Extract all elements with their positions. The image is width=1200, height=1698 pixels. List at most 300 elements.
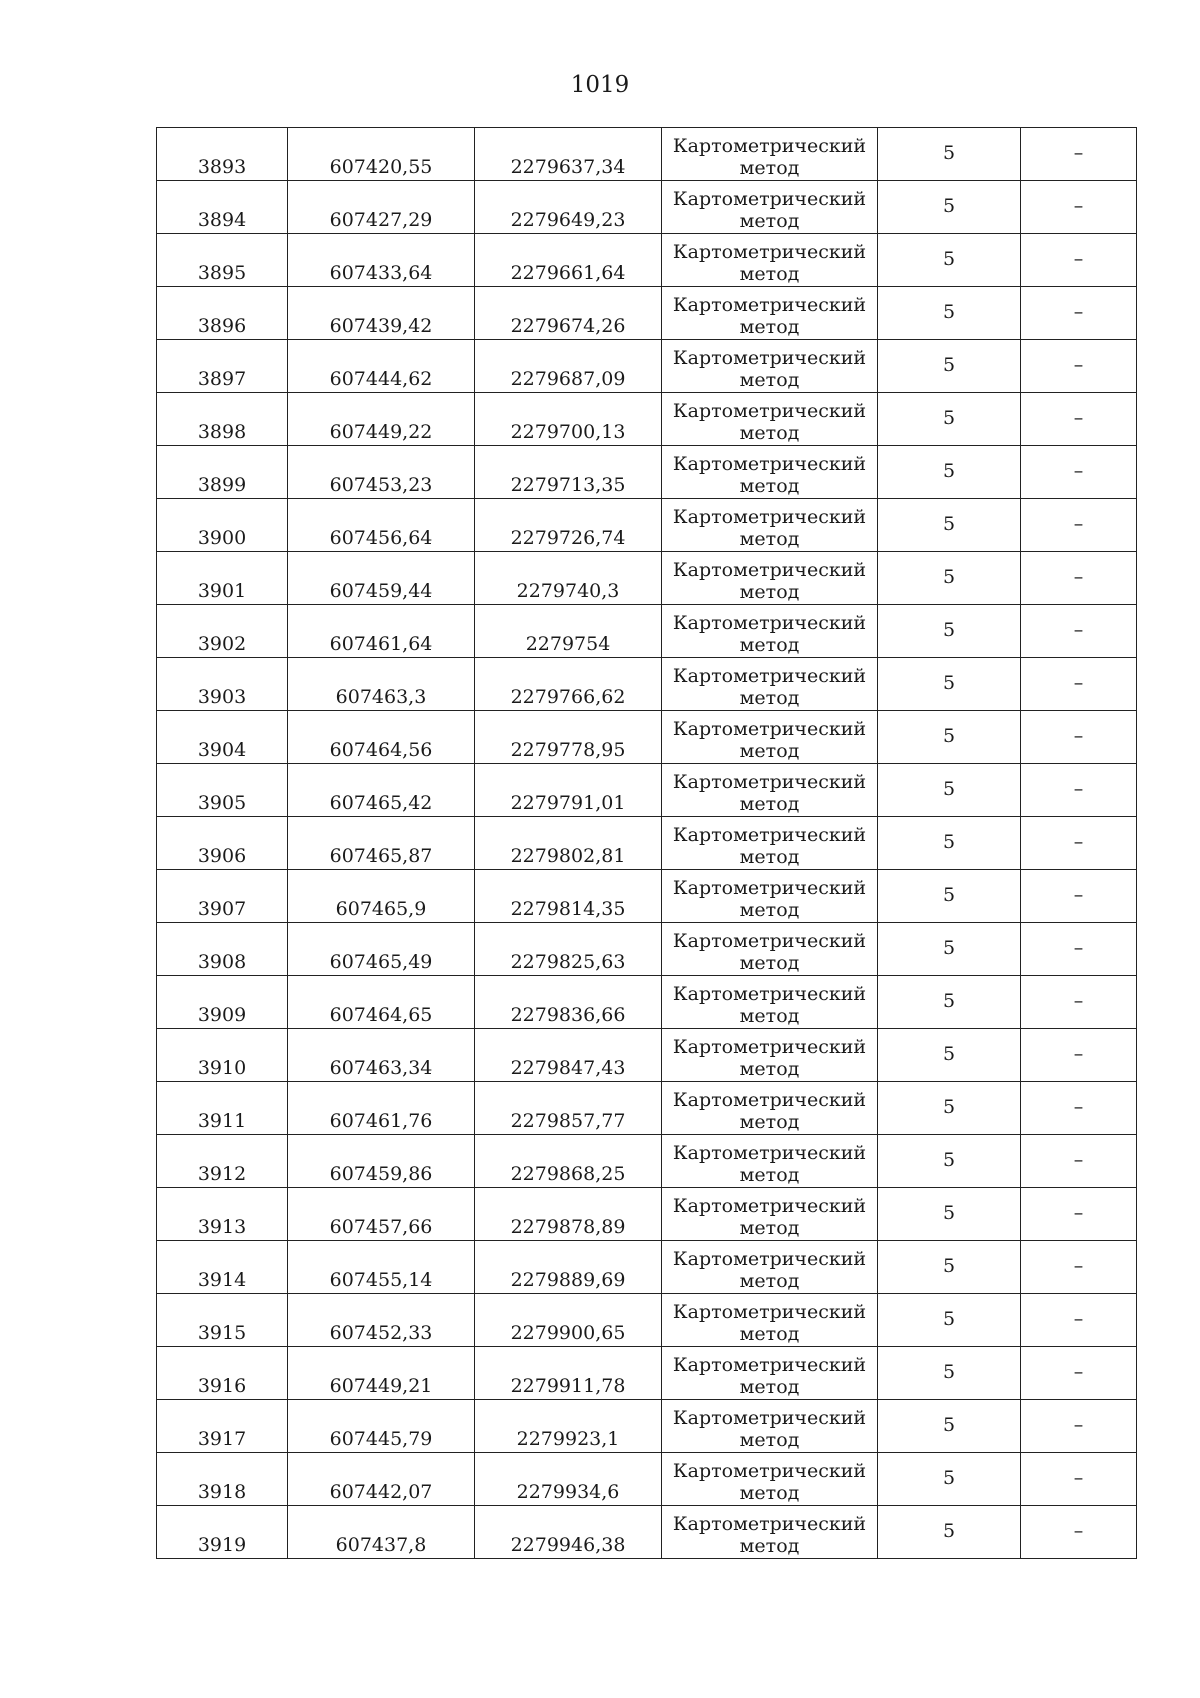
- note-cell: [1021, 1506, 1137, 1559]
- method-line-1: Картометрический: [672, 400, 867, 423]
- point-number: 3901: [197, 580, 247, 603]
- accuracy-cell: [878, 1506, 1021, 1559]
- x-coordinate: 607453,23: [329, 474, 433, 497]
- point-number-cell: [157, 1347, 288, 1400]
- y-coordinate-cell: [475, 1135, 662, 1188]
- method-line-2: метод: [739, 793, 800, 816]
- accuracy-value: 5: [942, 725, 956, 748]
- table-row: [157, 287, 1137, 340]
- x-coordinate-cell: [288, 1029, 475, 1082]
- x-coordinate: 607456,64: [329, 527, 433, 550]
- table-row: [157, 1029, 1137, 1082]
- method-line-1: Картометрический: [672, 453, 867, 476]
- note-value: –: [1073, 513, 1084, 536]
- accuracy-value: 5: [942, 1149, 956, 1172]
- x-coordinate: 607452,33: [329, 1322, 433, 1345]
- note-value: –: [1073, 672, 1084, 695]
- method-cell: [662, 764, 878, 817]
- y-coordinate: 2279946,38: [510, 1534, 626, 1557]
- point-number: 3903: [197, 686, 247, 709]
- point-number-cell: [157, 393, 288, 446]
- x-coordinate: 607442,07: [329, 1481, 433, 1504]
- note-cell: [1021, 1294, 1137, 1347]
- method-cell: [662, 976, 878, 1029]
- y-coordinate-cell: [475, 340, 662, 393]
- method-line-2: метод: [739, 157, 800, 180]
- table-row: [157, 1453, 1137, 1506]
- method-cell: [662, 605, 878, 658]
- y-coordinate: 2279814,35: [510, 898, 626, 921]
- y-coordinate-cell: [475, 287, 662, 340]
- note-value: –: [1073, 990, 1084, 1013]
- method-line-1: Картометрический: [672, 241, 867, 264]
- point-number-cell: [157, 499, 288, 552]
- method-line-1: Картометрический: [672, 1248, 867, 1271]
- point-number-cell: [157, 1135, 288, 1188]
- y-coordinate-cell: [475, 393, 662, 446]
- method-line-1: Картометрический: [672, 1407, 867, 1430]
- x-coordinate-cell: [288, 1135, 475, 1188]
- accuracy-value: 5: [942, 460, 956, 483]
- accuracy-value: 5: [942, 831, 956, 854]
- method-line-1: Картометрический: [672, 188, 867, 211]
- y-coordinate-cell: [475, 1453, 662, 1506]
- x-coordinate-cell: [288, 287, 475, 340]
- method-cell: [662, 1188, 878, 1241]
- note-value: –: [1073, 407, 1084, 430]
- table-row: [157, 658, 1137, 711]
- accuracy-value: 5: [942, 937, 956, 960]
- method-line-2: метод: [739, 952, 800, 975]
- accuracy-value: 5: [942, 513, 956, 536]
- accuracy-cell: [878, 1029, 1021, 1082]
- point-number: 3907: [197, 898, 247, 921]
- accuracy-cell: [878, 393, 1021, 446]
- y-coordinate-cell: [475, 658, 662, 711]
- y-coordinate: 2279836,66: [510, 1004, 626, 1027]
- method-line-1: Картометрический: [672, 506, 867, 529]
- accuracy-value: 5: [942, 1202, 956, 1225]
- point-number: 3897: [197, 368, 247, 391]
- y-coordinate-cell: [475, 1506, 662, 1559]
- x-coordinate: 607444,62: [329, 368, 433, 391]
- table-row: [157, 446, 1137, 499]
- accuracy-value: 5: [942, 195, 956, 218]
- accuracy-value: 5: [942, 778, 956, 801]
- point-number: 3911: [197, 1110, 247, 1133]
- x-coordinate: 607449,21: [329, 1375, 433, 1398]
- accuracy-cell: [878, 711, 1021, 764]
- note-cell: [1021, 1082, 1137, 1135]
- method-line-1: Картометрический: [672, 1195, 867, 1218]
- point-number: 3902: [197, 633, 247, 656]
- accuracy-cell: [878, 976, 1021, 1029]
- table-row: [157, 1082, 1137, 1135]
- table-body: [157, 128, 1137, 1559]
- note-cell: [1021, 446, 1137, 499]
- y-coordinate-cell: [475, 128, 662, 181]
- table-row: [157, 1241, 1137, 1294]
- method-cell: [662, 340, 878, 393]
- x-coordinate: 607465,42: [329, 792, 433, 815]
- method-cell: [662, 1400, 878, 1453]
- point-number: 3908: [197, 951, 247, 974]
- note-value: –: [1073, 778, 1084, 801]
- point-number-cell: [157, 1241, 288, 1294]
- point-number: 3909: [197, 1004, 247, 1027]
- point-number-cell: [157, 1400, 288, 1453]
- point-number-cell: [157, 605, 288, 658]
- method-line-1: Картометрический: [672, 1354, 867, 1377]
- accuracy-value: 5: [942, 1467, 956, 1490]
- point-number: 3916: [197, 1375, 247, 1398]
- method-line-1: Картометрический: [672, 1301, 867, 1324]
- table-row: [157, 181, 1137, 234]
- accuracy-value: 5: [942, 990, 956, 1013]
- y-coordinate: 2279900,65: [510, 1322, 626, 1345]
- method-cell: [662, 817, 878, 870]
- y-coordinate: 2279687,09: [510, 368, 626, 391]
- accuracy-cell: [878, 1082, 1021, 1135]
- accuracy-value: 5: [942, 1043, 956, 1066]
- method-line-1: Картометрический: [672, 1036, 867, 1059]
- accuracy-cell: [878, 552, 1021, 605]
- note-value: –: [1073, 1467, 1084, 1490]
- table-row: [157, 234, 1137, 287]
- point-number-cell: [157, 446, 288, 499]
- accuracy-cell: [878, 340, 1021, 393]
- y-coordinate: 2279766,62: [510, 686, 626, 709]
- method-line-2: метод: [739, 1217, 800, 1240]
- note-cell: [1021, 340, 1137, 393]
- x-coordinate-cell: [288, 1347, 475, 1400]
- x-coordinate-cell: [288, 446, 475, 499]
- method-line-2: метод: [739, 1164, 800, 1187]
- accuracy-cell: [878, 1347, 1021, 1400]
- method-line-2: метод: [739, 687, 800, 710]
- y-coordinate: 2279713,35: [510, 474, 626, 497]
- x-coordinate-cell: [288, 181, 475, 234]
- point-number-cell: [157, 870, 288, 923]
- method-line-1: Картометрический: [672, 559, 867, 582]
- method-cell: [662, 552, 878, 605]
- y-coordinate: 2279911,78: [510, 1375, 626, 1398]
- note-value: –: [1073, 831, 1084, 854]
- table-row: [157, 817, 1137, 870]
- note-value: –: [1073, 1043, 1084, 1066]
- method-line-1: Картометрический: [672, 135, 867, 158]
- x-coordinate: 607464,65: [329, 1004, 433, 1027]
- note-value: –: [1073, 460, 1084, 483]
- y-coordinate-cell: [475, 711, 662, 764]
- x-coordinate-cell: [288, 1400, 475, 1453]
- table-row: [157, 976, 1137, 1029]
- method-line-2: метод: [739, 1429, 800, 1452]
- x-coordinate-cell: [288, 1294, 475, 1347]
- note-cell: [1021, 1400, 1137, 1453]
- accuracy-value: 5: [942, 1520, 956, 1543]
- method-cell: [662, 1347, 878, 1400]
- point-number-cell: [157, 1453, 288, 1506]
- method-line-2: метод: [739, 1482, 800, 1505]
- point-number-cell: [157, 1082, 288, 1135]
- y-coordinate-cell: [475, 923, 662, 976]
- x-coordinate-cell: [288, 1188, 475, 1241]
- note-cell: [1021, 658, 1137, 711]
- point-number-cell: [157, 764, 288, 817]
- accuracy-cell: [878, 181, 1021, 234]
- method-line-2: метод: [739, 263, 800, 286]
- y-coordinate-cell: [475, 1188, 662, 1241]
- method-cell: [662, 1506, 878, 1559]
- method-line-2: метод: [739, 1323, 800, 1346]
- method-line-1: Картометрический: [672, 294, 867, 317]
- method-line-2: метод: [739, 316, 800, 339]
- method-cell: [662, 1294, 878, 1347]
- y-coordinate-cell: [475, 817, 662, 870]
- note-value: –: [1073, 937, 1084, 960]
- x-coordinate-cell: [288, 340, 475, 393]
- y-coordinate-cell: [475, 552, 662, 605]
- note-cell: [1021, 287, 1137, 340]
- point-number: 3904: [197, 739, 247, 762]
- table-row: [157, 870, 1137, 923]
- x-coordinate-cell: [288, 1241, 475, 1294]
- x-coordinate: 607464,56: [329, 739, 433, 762]
- method-cell: [662, 1135, 878, 1188]
- accuracy-cell: [878, 923, 1021, 976]
- point-number-cell: [157, 181, 288, 234]
- method-cell: [662, 870, 878, 923]
- point-number: 3894: [197, 209, 247, 232]
- method-line-2: метод: [739, 1270, 800, 1293]
- point-number: 3917: [197, 1428, 247, 1451]
- x-coordinate-cell: [288, 1453, 475, 1506]
- x-coordinate: 607459,86: [329, 1163, 433, 1186]
- point-number-cell: [157, 817, 288, 870]
- y-coordinate: 2279847,43: [510, 1057, 626, 1080]
- note-cell: [1021, 764, 1137, 817]
- method-line-1: Картометрический: [672, 718, 867, 741]
- accuracy-value: 5: [942, 1308, 956, 1331]
- x-coordinate: 607461,64: [329, 633, 433, 656]
- point-number: 3899: [197, 474, 247, 497]
- accuracy-cell: [878, 658, 1021, 711]
- y-coordinate-cell: [475, 499, 662, 552]
- x-coordinate: 607461,76: [329, 1110, 433, 1133]
- table-row: [157, 340, 1137, 393]
- point-number-cell: [157, 658, 288, 711]
- note-cell: [1021, 1241, 1137, 1294]
- y-coordinate: 2279726,74: [510, 527, 626, 550]
- note-cell: [1021, 1188, 1137, 1241]
- note-value: –: [1073, 1361, 1084, 1384]
- method-line-2: метод: [739, 899, 800, 922]
- y-coordinate: 2279878,89: [510, 1216, 626, 1239]
- note-value: –: [1073, 1202, 1084, 1225]
- x-coordinate-cell: [288, 870, 475, 923]
- method-cell: [662, 1453, 878, 1506]
- method-line-1: Картометрический: [672, 665, 867, 688]
- note-value: –: [1073, 1520, 1084, 1543]
- note-value: –: [1073, 195, 1084, 218]
- method-line-2: метод: [739, 581, 800, 604]
- point-number: 3895: [197, 262, 247, 285]
- x-coordinate: 607439,42: [329, 315, 433, 338]
- point-number: 3910: [197, 1057, 247, 1080]
- table-row: [157, 764, 1137, 817]
- point-number-cell: [157, 711, 288, 764]
- table-row: [157, 605, 1137, 658]
- note-cell: [1021, 1029, 1137, 1082]
- x-coordinate-cell: [288, 976, 475, 1029]
- y-coordinate: 2279825,63: [510, 951, 626, 974]
- method-line-1: Картометрический: [672, 1142, 867, 1165]
- accuracy-value: 5: [942, 407, 956, 430]
- note-cell: [1021, 181, 1137, 234]
- x-coordinate: 607459,44: [329, 580, 433, 603]
- method-line-2: метод: [739, 1058, 800, 1081]
- note-value: –: [1073, 619, 1084, 642]
- method-cell: [662, 1029, 878, 1082]
- point-number: 3912: [197, 1163, 247, 1186]
- point-number: 3896: [197, 315, 247, 338]
- y-coordinate-cell: [475, 181, 662, 234]
- method-cell: [662, 181, 878, 234]
- note-value: –: [1073, 1255, 1084, 1278]
- note-cell: [1021, 870, 1137, 923]
- point-number-cell: [157, 287, 288, 340]
- y-coordinate: 2279674,26: [510, 315, 626, 338]
- accuracy-value: 5: [942, 248, 956, 271]
- x-coordinate: 607427,29: [329, 209, 433, 232]
- point-number-cell: [157, 1029, 288, 1082]
- x-coordinate: 607465,87: [329, 845, 433, 868]
- y-coordinate-cell: [475, 1294, 662, 1347]
- method-line-2: метод: [739, 369, 800, 392]
- method-line-2: метод: [739, 846, 800, 869]
- note-value: –: [1073, 1308, 1084, 1331]
- note-cell: [1021, 817, 1137, 870]
- method-line-1: Картометрический: [672, 347, 867, 370]
- table-row: [157, 552, 1137, 605]
- note-cell: [1021, 923, 1137, 976]
- method-line-1: Картометрический: [672, 1460, 867, 1483]
- method-cell: [662, 393, 878, 446]
- coordinates-table: [156, 127, 1137, 1559]
- note-cell: [1021, 976, 1137, 1029]
- method-line-2: метод: [739, 1005, 800, 1028]
- y-coordinate: 2279923,1: [516, 1428, 620, 1451]
- note-cell: [1021, 1347, 1137, 1400]
- accuracy-cell: [878, 1188, 1021, 1241]
- accuracy-value: 5: [942, 1255, 956, 1278]
- method-cell: [662, 1082, 878, 1135]
- x-coordinate: 607449,22: [329, 421, 433, 444]
- method-line-1: Картометрический: [672, 1513, 867, 1536]
- table-row: [157, 1400, 1137, 1453]
- method-line-1: Картометрический: [672, 612, 867, 635]
- point-number: 3900: [197, 527, 247, 550]
- accuracy-value: 5: [942, 1414, 956, 1437]
- note-cell: [1021, 1453, 1137, 1506]
- note-value: –: [1073, 725, 1084, 748]
- accuracy-cell: [878, 1400, 1021, 1453]
- accuracy-cell: [878, 234, 1021, 287]
- method-cell: [662, 923, 878, 976]
- method-line-2: метод: [739, 1376, 800, 1399]
- x-coordinate: 607445,79: [329, 1428, 433, 1451]
- x-coordinate: 607437,8: [335, 1534, 427, 1557]
- point-number: 3905: [197, 792, 247, 815]
- method-line-1: Картометрический: [672, 877, 867, 900]
- y-coordinate: 2279889,69: [510, 1269, 626, 1292]
- method-line-1: Картометрический: [672, 824, 867, 847]
- point-number: 3919: [197, 1534, 247, 1557]
- note-value: –: [1073, 1149, 1084, 1172]
- method-cell: [662, 1241, 878, 1294]
- x-coordinate: 607465,9: [335, 898, 427, 921]
- note-value: –: [1073, 566, 1084, 589]
- note-cell: [1021, 552, 1137, 605]
- accuracy-cell: [878, 499, 1021, 552]
- accuracy-cell: [878, 1453, 1021, 1506]
- accuracy-cell: [878, 817, 1021, 870]
- point-number-cell: [157, 128, 288, 181]
- note-cell: [1021, 499, 1137, 552]
- note-value: –: [1073, 884, 1084, 907]
- method-cell: [662, 499, 878, 552]
- note-value: –: [1073, 1414, 1084, 1437]
- table-row: [157, 1135, 1137, 1188]
- x-coordinate-cell: [288, 764, 475, 817]
- note-value: –: [1073, 301, 1084, 324]
- point-number-cell: [157, 976, 288, 1029]
- method-cell: [662, 658, 878, 711]
- method-line-1: Картометрический: [672, 983, 867, 1006]
- note-value: –: [1073, 248, 1084, 271]
- method-cell: [662, 234, 878, 287]
- point-number: 3906: [197, 845, 247, 868]
- y-coordinate: 2279700,13: [510, 421, 626, 444]
- accuracy-value: 5: [942, 301, 956, 324]
- x-coordinate: 607455,14: [329, 1269, 433, 1292]
- y-coordinate-cell: [475, 1347, 662, 1400]
- method-line-2: метод: [739, 422, 800, 445]
- y-coordinate-cell: [475, 605, 662, 658]
- table-row: [157, 1294, 1137, 1347]
- x-coordinate: 607463,34: [329, 1057, 433, 1080]
- accuracy-cell: [878, 287, 1021, 340]
- x-coordinate: 607433,64: [329, 262, 433, 285]
- y-coordinate: 2279649,23: [510, 209, 626, 232]
- note-cell: [1021, 605, 1137, 658]
- table-row: [157, 128, 1137, 181]
- x-coordinate-cell: [288, 499, 475, 552]
- x-coordinate-cell: [288, 393, 475, 446]
- y-coordinate: 2279857,77: [510, 1110, 626, 1133]
- y-coordinate-cell: [475, 1400, 662, 1453]
- point-number-cell: [157, 1188, 288, 1241]
- method-line-2: метод: [739, 634, 800, 657]
- note-value: –: [1073, 354, 1084, 377]
- accuracy-value: 5: [942, 619, 956, 642]
- x-coordinate-cell: [288, 923, 475, 976]
- method-cell: [662, 287, 878, 340]
- x-coordinate-cell: [288, 711, 475, 764]
- point-number: 3918: [197, 1481, 247, 1504]
- x-coordinate-cell: [288, 234, 475, 287]
